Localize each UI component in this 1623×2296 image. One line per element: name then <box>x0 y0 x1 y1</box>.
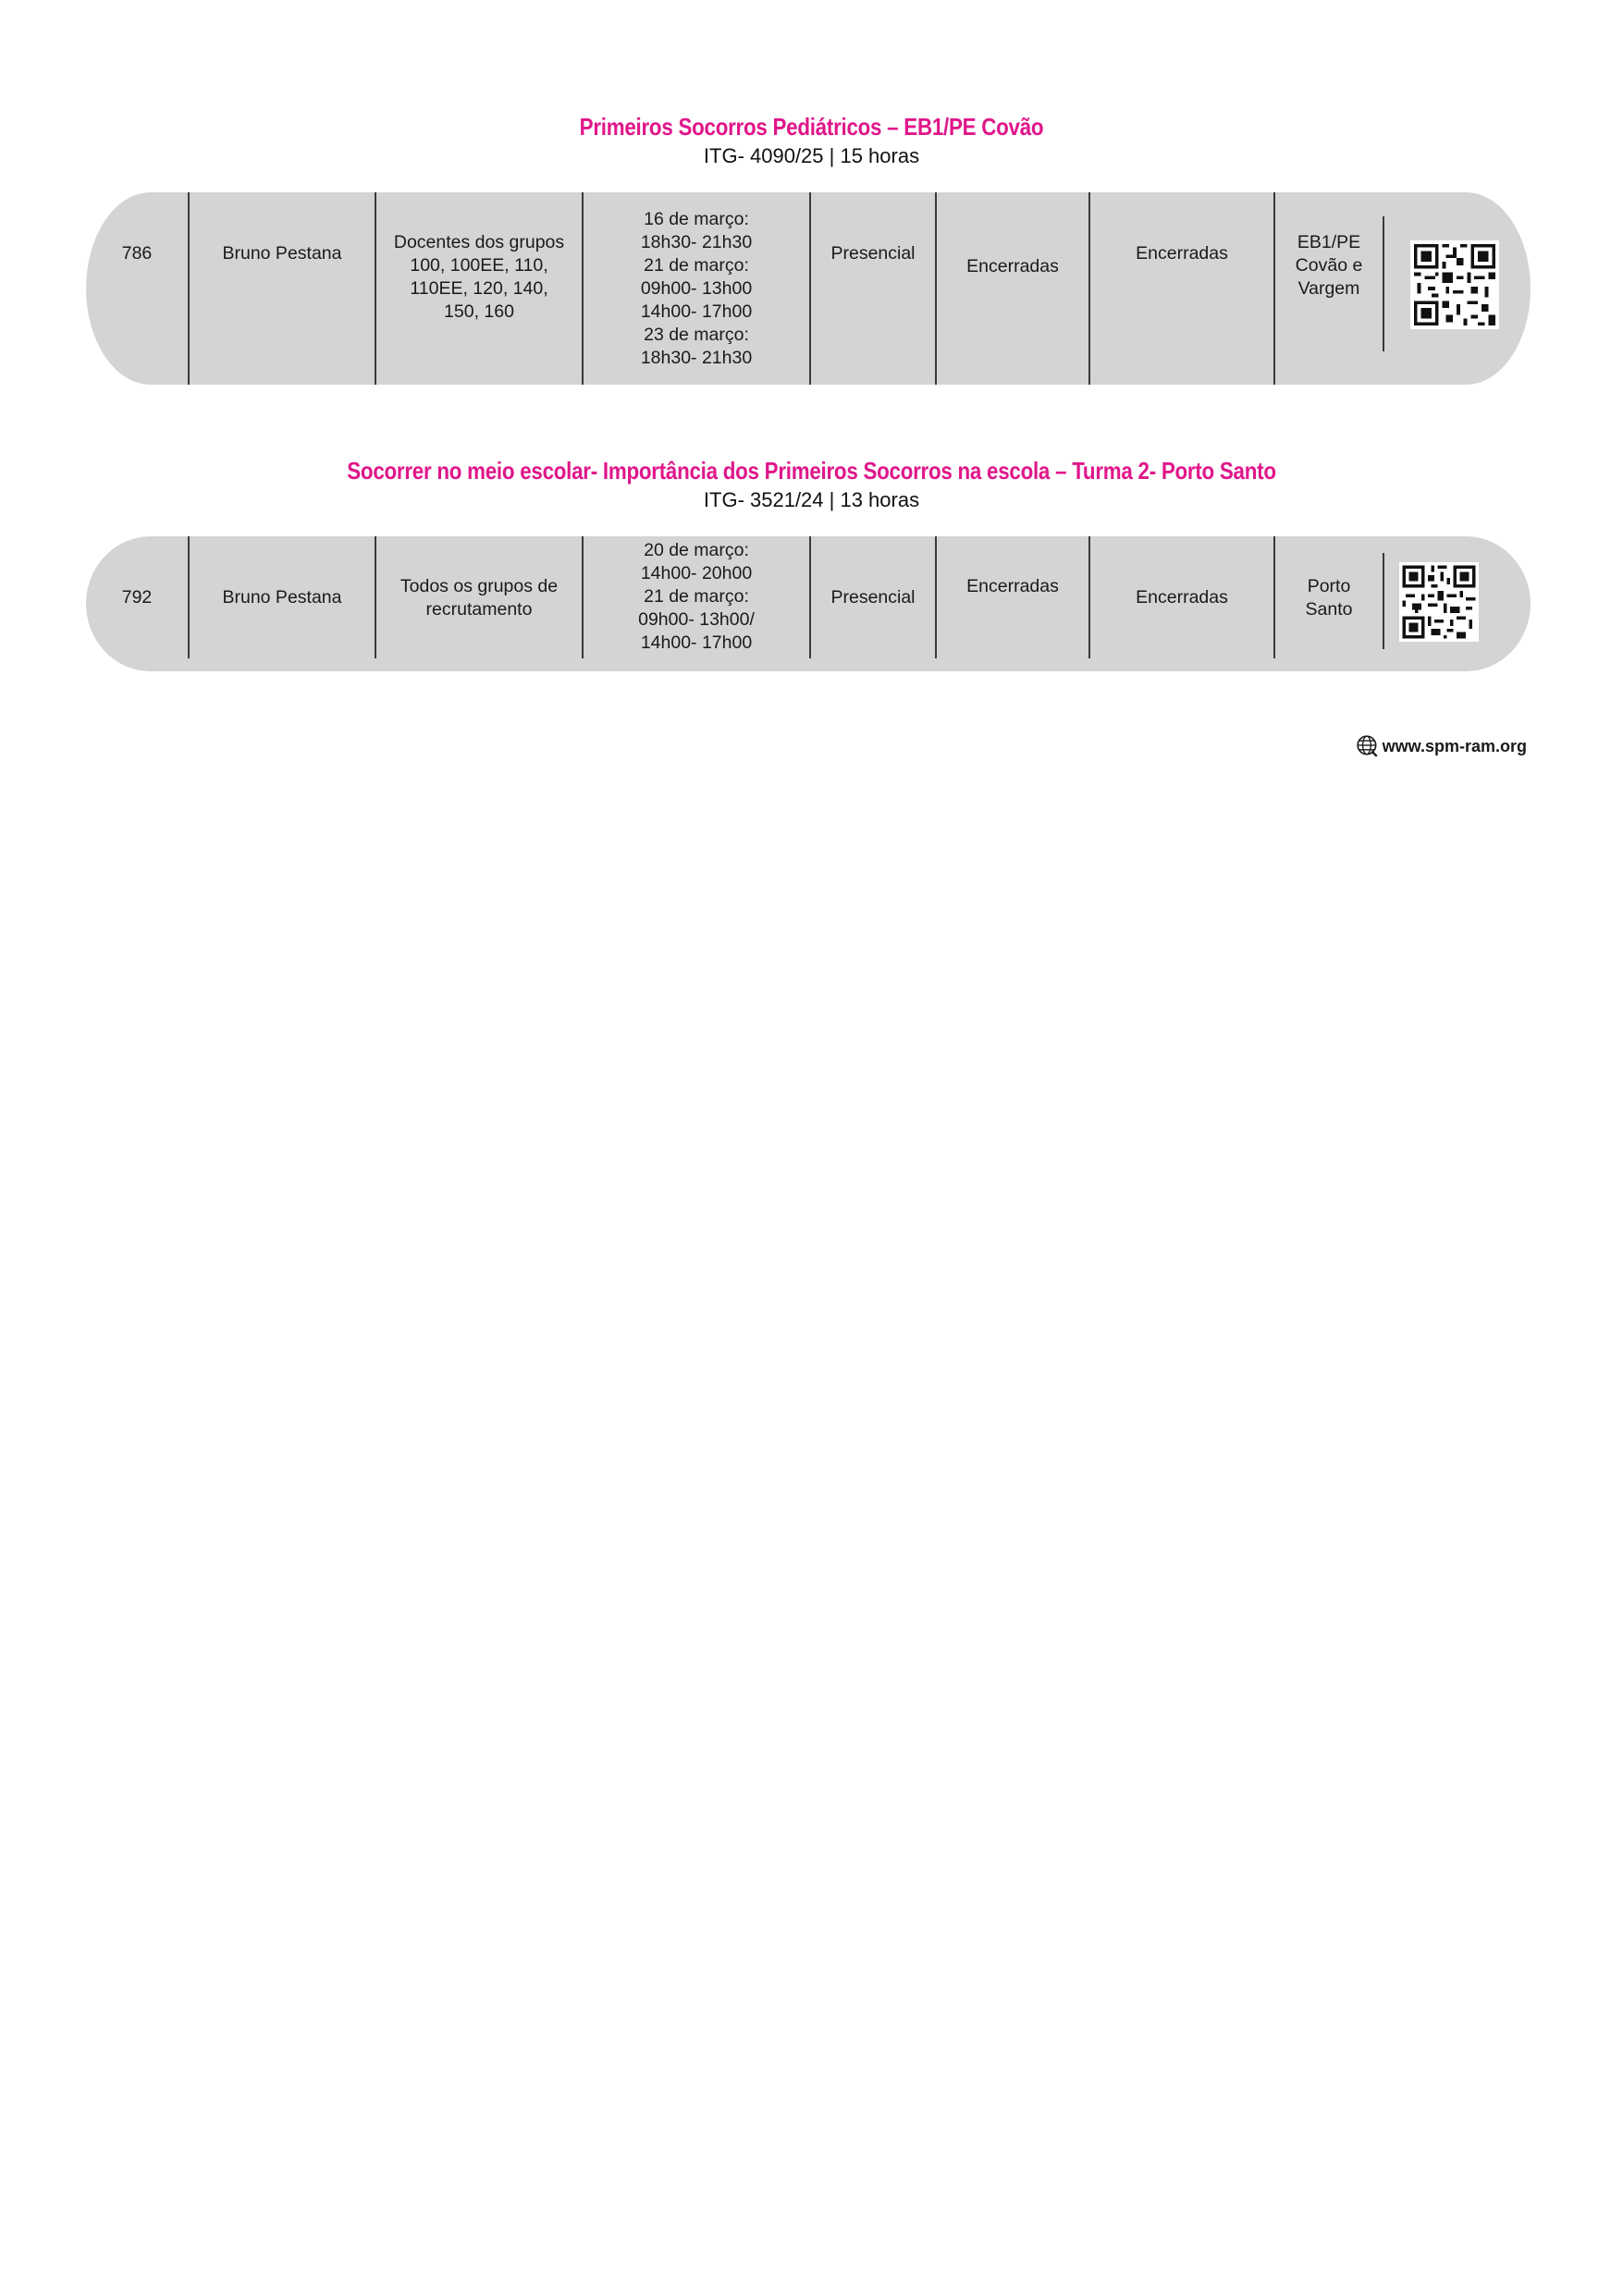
modality: Presencial <box>830 587 916 608</box>
course-row <box>86 192 1531 385</box>
qr-code[interactable] <box>1399 562 1479 642</box>
course-number: 786 <box>121 243 153 264</box>
course-title: Socorrer no meio escolar- Importância dos Primeiros Socorros na escola – Turma 2- Porto Santo <box>347 457 1276 485</box>
column-divider <box>1383 553 1384 649</box>
target-audience: Todos os grupos de recrutamento <box>400 576 559 620</box>
qr-code-icon <box>1399 562 1479 642</box>
registrations-status: Encerradas <box>966 576 1059 596</box>
target-audience: Docentes dos grupos 100, 100EE, 110, 110EE, 120, 140, 150, 160 <box>393 232 565 322</box>
globe-icon <box>1356 734 1380 758</box>
website-link[interactable]: www.spm-ram.org <box>1382 736 1527 755</box>
column-divider <box>1383 216 1384 351</box>
course-number: 792 <box>121 587 153 608</box>
modality: Presencial <box>830 243 916 264</box>
schedule: 20 de março: 14h00- 20h00 21 de março: 09h00- 13h00/ 14h00- 17h00 <box>638 540 755 653</box>
trainer-name: Bruno Pestana <box>222 587 342 608</box>
schedule: 16 de março: 18h30- 21h30 21 de março: 09h00- 13h00 14h00- 17h00 23 de março: 18h30- 21h30 <box>640 208 753 368</box>
course-row <box>86 536 1531 671</box>
course-status: Encerradas <box>1136 243 1228 264</box>
course-subtitle: ITG- 4090/25 | 15 horas <box>703 144 920 167</box>
course-subtitle: ITG- 3521/24 | 13 horas <box>703 488 920 511</box>
qr-code[interactable] <box>1410 240 1499 329</box>
registrations-status: Encerradas <box>966 256 1059 276</box>
trainer-name: Bruno Pestana <box>222 243 342 264</box>
footer-website[interactable] <box>1356 734 1527 758</box>
course-title: Primeiros Socorros Pediátricos – EB1/PE Covão <box>579 113 1044 141</box>
course-status: Encerradas <box>1136 587 1228 608</box>
location: Porto Santo <box>1305 576 1353 620</box>
qr-code-icon <box>1410 240 1499 329</box>
location: EB1/PE Covão e Vargem <box>1295 232 1363 299</box>
